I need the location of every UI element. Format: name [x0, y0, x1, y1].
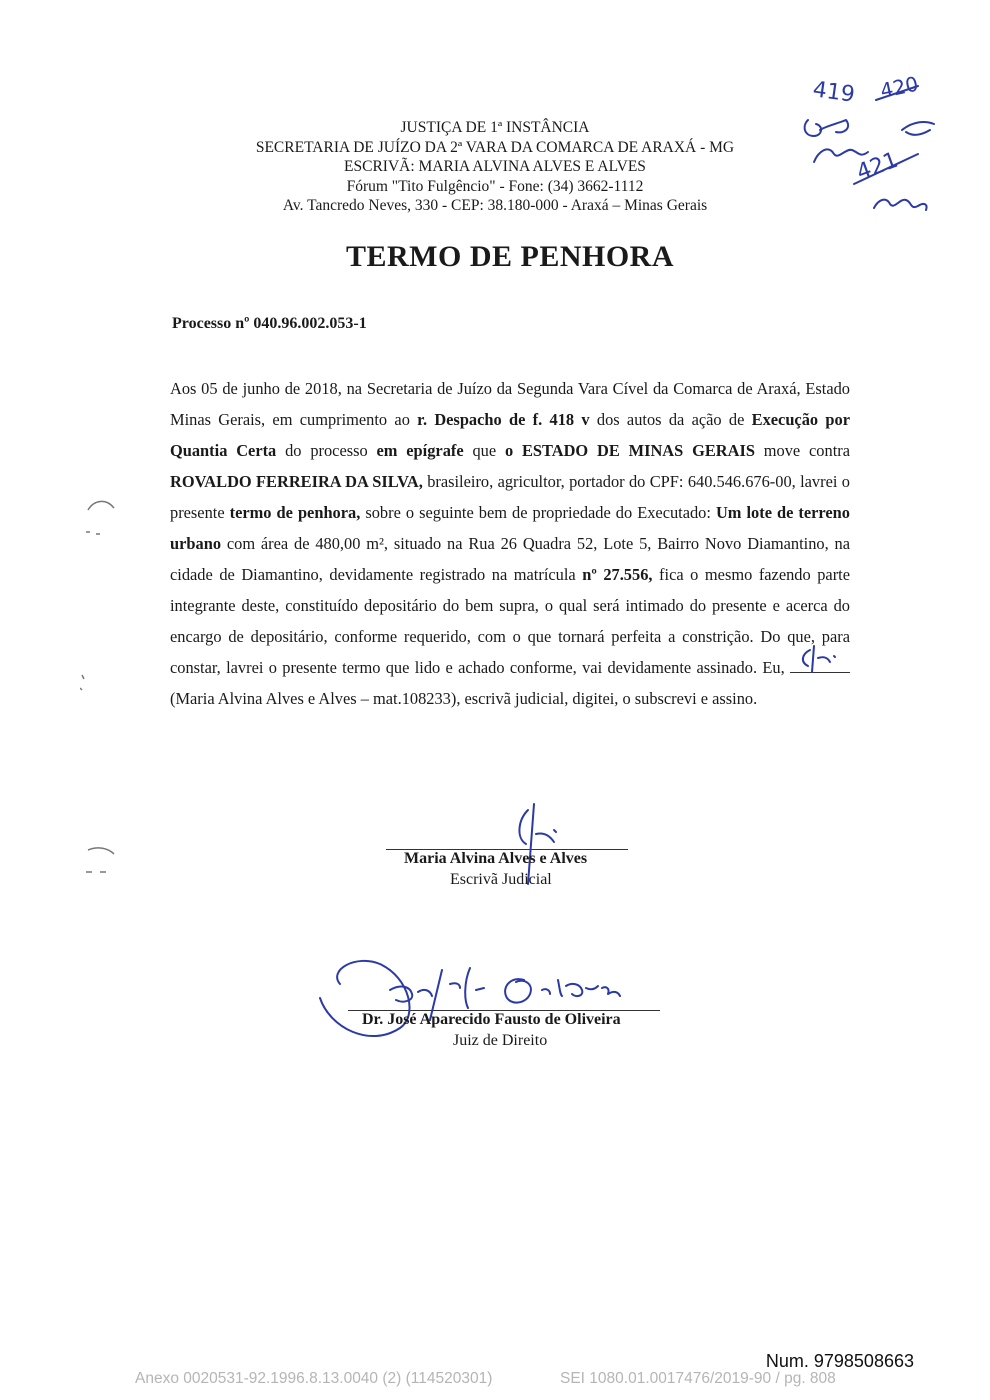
handwritten-420: 420 — [878, 71, 921, 103]
body-text-segment: dos autos da ação de — [589, 410, 752, 429]
body-text-segment: Aos 05 de junho de 2018, na Secretaria de Juízo da Segunda Vara Cível da Comarca de Araxá, Estado Minas Gerais, em cumprimento ao — [170, 379, 850, 429]
handwritten-419: 419 — [811, 77, 857, 108]
body-text-segment: fica o mesmo fazendo parte integrante deste, constituído depositário do bem supra, o qual será intimado do presente e acerca do encargo de depositário, conforme requerido, com o que tornará perfeita a constrição. Do que, para constar, lavrei o presente termo que lido e achado conforme, vai devidamente assinado. Eu, — [170, 565, 850, 677]
sei-reference: SEI 1080.01.0017476/2019-90 / pg. 808 — [560, 1370, 836, 1387]
body-text-segment: (Maria Alvina Alves e Alves – mat.108233), escrivã judicial, digitei, o subscrevi e assino. — [170, 689, 758, 708]
handwritten-page-numbers — [790, 70, 970, 240]
handwritten-421: 421 — [853, 147, 902, 186]
escriva-name: Maria Alvina Alves e Alves — [404, 850, 588, 867]
body-bold-segment: Execução por Quantia Certa — [170, 410, 850, 460]
body-paragraph — [170, 373, 850, 714]
body-text-segment: que — [463, 441, 505, 460]
body-bold-segment: em epígrafe — [376, 441, 464, 460]
process-number: Processo nº 040.96.002.053-1 — [172, 315, 367, 332]
body-bold-segment: Um lote de terreno urbano — [170, 503, 850, 553]
body-bold-segment: ROVALDO FERREIRA DA SILVA, — [170, 472, 423, 491]
header-address: Av. Tancredo Neves, 330 - CEP: 38.180-000 - Araxá – Minas Gerais — [282, 197, 708, 214]
judge-role: Juiz de Direito — [453, 1032, 548, 1049]
punch-hole-marks — [80, 490, 130, 890]
body-bold-segment: nº 27.556, — [582, 565, 653, 584]
annex-reference: Anexo 0020531-92.1996.8.13.0040 (2) (114520301) — [135, 1370, 493, 1387]
body-text-segment: com área de 480,00 m², situado na Rua 26 Quadra 52, Lote 5, Bairro Novo Diamantino, na cidade de Diamantino, devidamente registrado na matrícula — [170, 534, 850, 584]
header-court: JUSTIÇA DE 1ª INSTÂNCIA — [400, 119, 590, 136]
body-bold-segment: r. Despacho de f. 418 v — [417, 410, 590, 429]
body-text-segment: brasileiro, agricultor, portador do CPF: 640.546.676-00, lavrei o presente — [170, 472, 850, 522]
body-bold-segment: o ESTADO DE MINAS GERAIS — [504, 441, 755, 460]
header-clerk: ESCRIVÃ: MARIA ALVINA ALVES E ALVES — [344, 158, 646, 175]
document-title: TERMO DE PENHORA — [345, 240, 674, 273]
body-text-segment: move contra — [754, 441, 850, 460]
body-text-segment: do processo — [276, 441, 377, 460]
body-text-segment: sobre o seguinte bem de propriedade do Executado: — [360, 503, 716, 522]
escriva-role: Escrivã Judicial — [450, 871, 552, 888]
body-bold-segment: termo de penhora, — [229, 503, 361, 522]
inline-initials-signature — [790, 654, 850, 673]
header-forum: Fórum "Tito Fulgêncio" - Fone: (34) 3662-1112 — [346, 177, 644, 195]
header-secretariat: SECRETARIA DE JUÍZO DA 2ª VARA DA COMARCA DE ARAXÁ - MG — [255, 138, 735, 156]
document-number: Num. 9798508663 — [765, 1351, 914, 1371]
judge-name: Dr. José Aparecido Fausto de Oliveira — [362, 1011, 621, 1028]
